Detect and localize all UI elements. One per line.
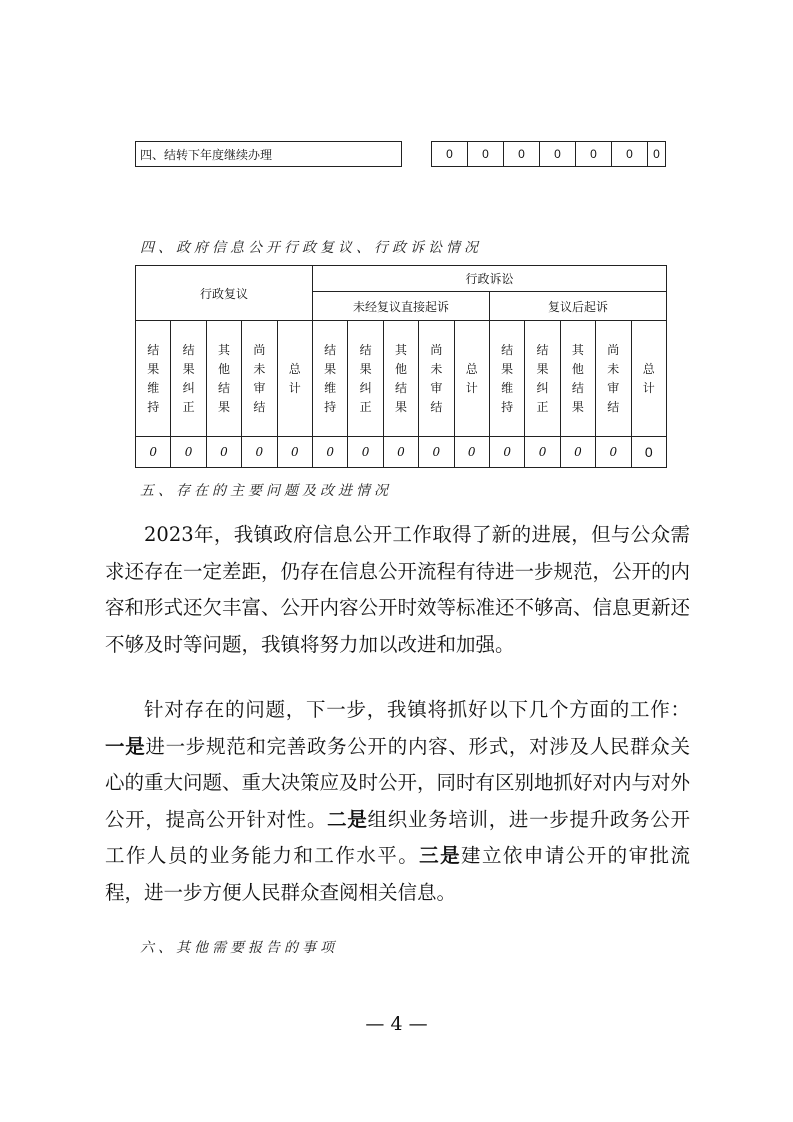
column-header-char: 计 [288,380,301,395]
value-cell: 0 [560,437,595,468]
section-heading-5: 五、存在的主要问题及改进情况 [140,483,392,499]
direct-litigation-header: 未经复议直接起诉 [312,292,489,321]
column-header-char: 正 [182,399,195,414]
column-header [631,321,667,437]
column-header-char: 正 [359,399,372,414]
column-header-char: 其 [217,342,230,357]
column-header [489,321,524,437]
column-header [206,321,241,437]
paragraph-improvements [105,692,690,911]
carryover-table [135,141,666,167]
column-header-char: 果 [501,361,514,376]
carryover-label: 四、结转下年度继续办理 [136,142,402,167]
column-header-char: 结 [182,342,195,357]
admin-review-header: 行政复议 [136,266,313,321]
paragraph-issues: 2023年，我镇政府信息公开工作取得了新的进展，但与公众需求还存在一定差距，仍存在信息公开流程有待进一步规范，公开的内容和形式还欠丰富、公开内容公开时效等标准还不够高、信息更新还不够及时等问题，我镇将努力加以改进和加强。 [105,523,691,656]
table-header-row-1 [136,266,667,292]
value-cell: 0 [136,437,171,468]
value-cell: 0 [206,437,241,468]
column-header-char: 果 [571,399,584,414]
column-header [312,321,347,437]
column-header-char: 尚 [253,342,266,357]
column-header-char: 未 [607,361,620,376]
column-header [525,321,560,437]
column-header-char: 结 [501,342,514,357]
column-header-char: 正 [536,399,549,414]
value-cell: 0 [596,437,631,468]
column-header [348,321,383,437]
column-header-char: 结 [147,342,160,357]
value-cell: 0 [171,437,206,468]
value-cell: 0 [489,437,524,468]
column-header-char: 结 [536,342,549,357]
column-header-char: 他 [571,361,584,376]
column-header-char: 尚 [430,342,443,357]
column-header-char: 他 [217,361,230,376]
column-header-char: 结 [607,399,620,414]
column-header-char: 纠 [359,380,372,395]
column-header-char: 未 [430,361,443,376]
column-header-char: 果 [324,361,337,376]
column-header-char: 维 [324,380,337,395]
value-cell: 0 [525,437,560,468]
admin-litigation-header: 行政诉讼 [312,266,666,292]
column-header-char: 果 [182,361,195,376]
column-header-char: 他 [394,361,407,376]
column-header-char: 审 [253,380,266,395]
column-header-char: 审 [607,380,620,395]
column-header-char: 纠 [536,380,549,395]
value-cell: 0 [631,437,667,468]
column-header-char: 未 [253,361,266,376]
column-header [383,321,418,437]
column-header-char: 结 [324,342,337,357]
column-header-char: 果 [147,361,160,376]
page-number: — 4 — [365,1013,428,1035]
carryover-value: 0 [648,142,666,167]
column-header [277,321,312,437]
column-header-char: 持 [147,399,160,414]
carryover-value: 0 [432,142,468,167]
value-cell: 0 [454,437,489,468]
improvements-intro: 针对存在的问题，下一步，我镇将抓好以下几个方面的工作： [144,698,690,721]
carryover-value: 0 [576,142,612,167]
column-header-char: 其 [571,342,584,357]
column-header [419,321,454,437]
value-cell: 0 [242,437,277,468]
column-header-char: 计 [465,380,478,395]
review-litigation-table [135,265,667,468]
column-header-char: 总 [288,361,301,376]
column-header-char: 结 [359,342,372,357]
section-heading-6: 六、其他需要报告的事项 [140,940,338,956]
column-header-char: 维 [147,380,160,395]
after-review-litigation-header: 复议后起诉 [489,292,666,321]
column-header-char: 其 [394,342,407,357]
column-header [171,321,206,437]
column-header-char: 维 [501,380,514,395]
table-value-row [136,437,667,468]
column-header-char: 结 [394,380,407,395]
column-header-char: 果 [394,399,407,414]
table-header-row-3 [136,321,667,437]
column-header-char: 持 [324,399,337,414]
value-cell: 0 [419,437,454,468]
column-header [560,321,595,437]
column-header-char: 结 [217,380,230,395]
value-cell: 0 [277,437,312,468]
column-header [136,321,171,437]
value-cell: 0 [312,437,347,468]
column-header [454,321,489,437]
carryover-value: 0 [540,142,576,167]
column-header-char: 结 [430,399,443,414]
carryover-value: 0 [504,142,540,167]
column-header-char: 尚 [607,342,620,357]
column-header-char: 结 [253,399,266,414]
column-header-char: 计 [642,380,655,395]
column-header-char: 持 [501,399,514,414]
value-cell: 0 [383,437,418,468]
column-header-char: 总 [465,361,478,376]
column-header [596,321,631,437]
value-cell: 0 [348,437,383,468]
column-header-char: 总 [642,361,655,376]
item-2-label: 二是 [327,807,368,831]
item-1-text: 进一步规范和完善政务公开的内容、形式，对涉及人民群众关心的重大问题、重大决策应及时公开，同时有区别地抓好对内与对外公开，提高公开针对性。 [105,734,691,831]
column-header-char: 纠 [182,380,195,395]
item-1-label: 一是 [105,734,146,758]
section-heading-4: 四、政府信息公开行政复议、行政诉讼情况 [140,240,482,256]
column-header [242,321,277,437]
column-header-char: 果 [217,399,230,414]
column-header-char: 果 [536,361,549,376]
item-3-text: 建立依申请公开的审批流程，进一步方便人民群众查阅相关信息。 [105,844,690,904]
column-header-char: 结 [571,380,584,395]
spacer-cell [402,142,432,167]
carryover-value: 0 [612,142,648,167]
column-header-char: 审 [430,380,443,395]
carryover-row [136,142,666,167]
carryover-value: 0 [468,142,504,167]
item-3-label: 三是 [419,844,462,867]
column-header-char: 果 [359,361,372,376]
item-2-text: 组织业务培训，进一步提升政务公开工作人员的业务能力和工作水平。 [105,807,690,867]
